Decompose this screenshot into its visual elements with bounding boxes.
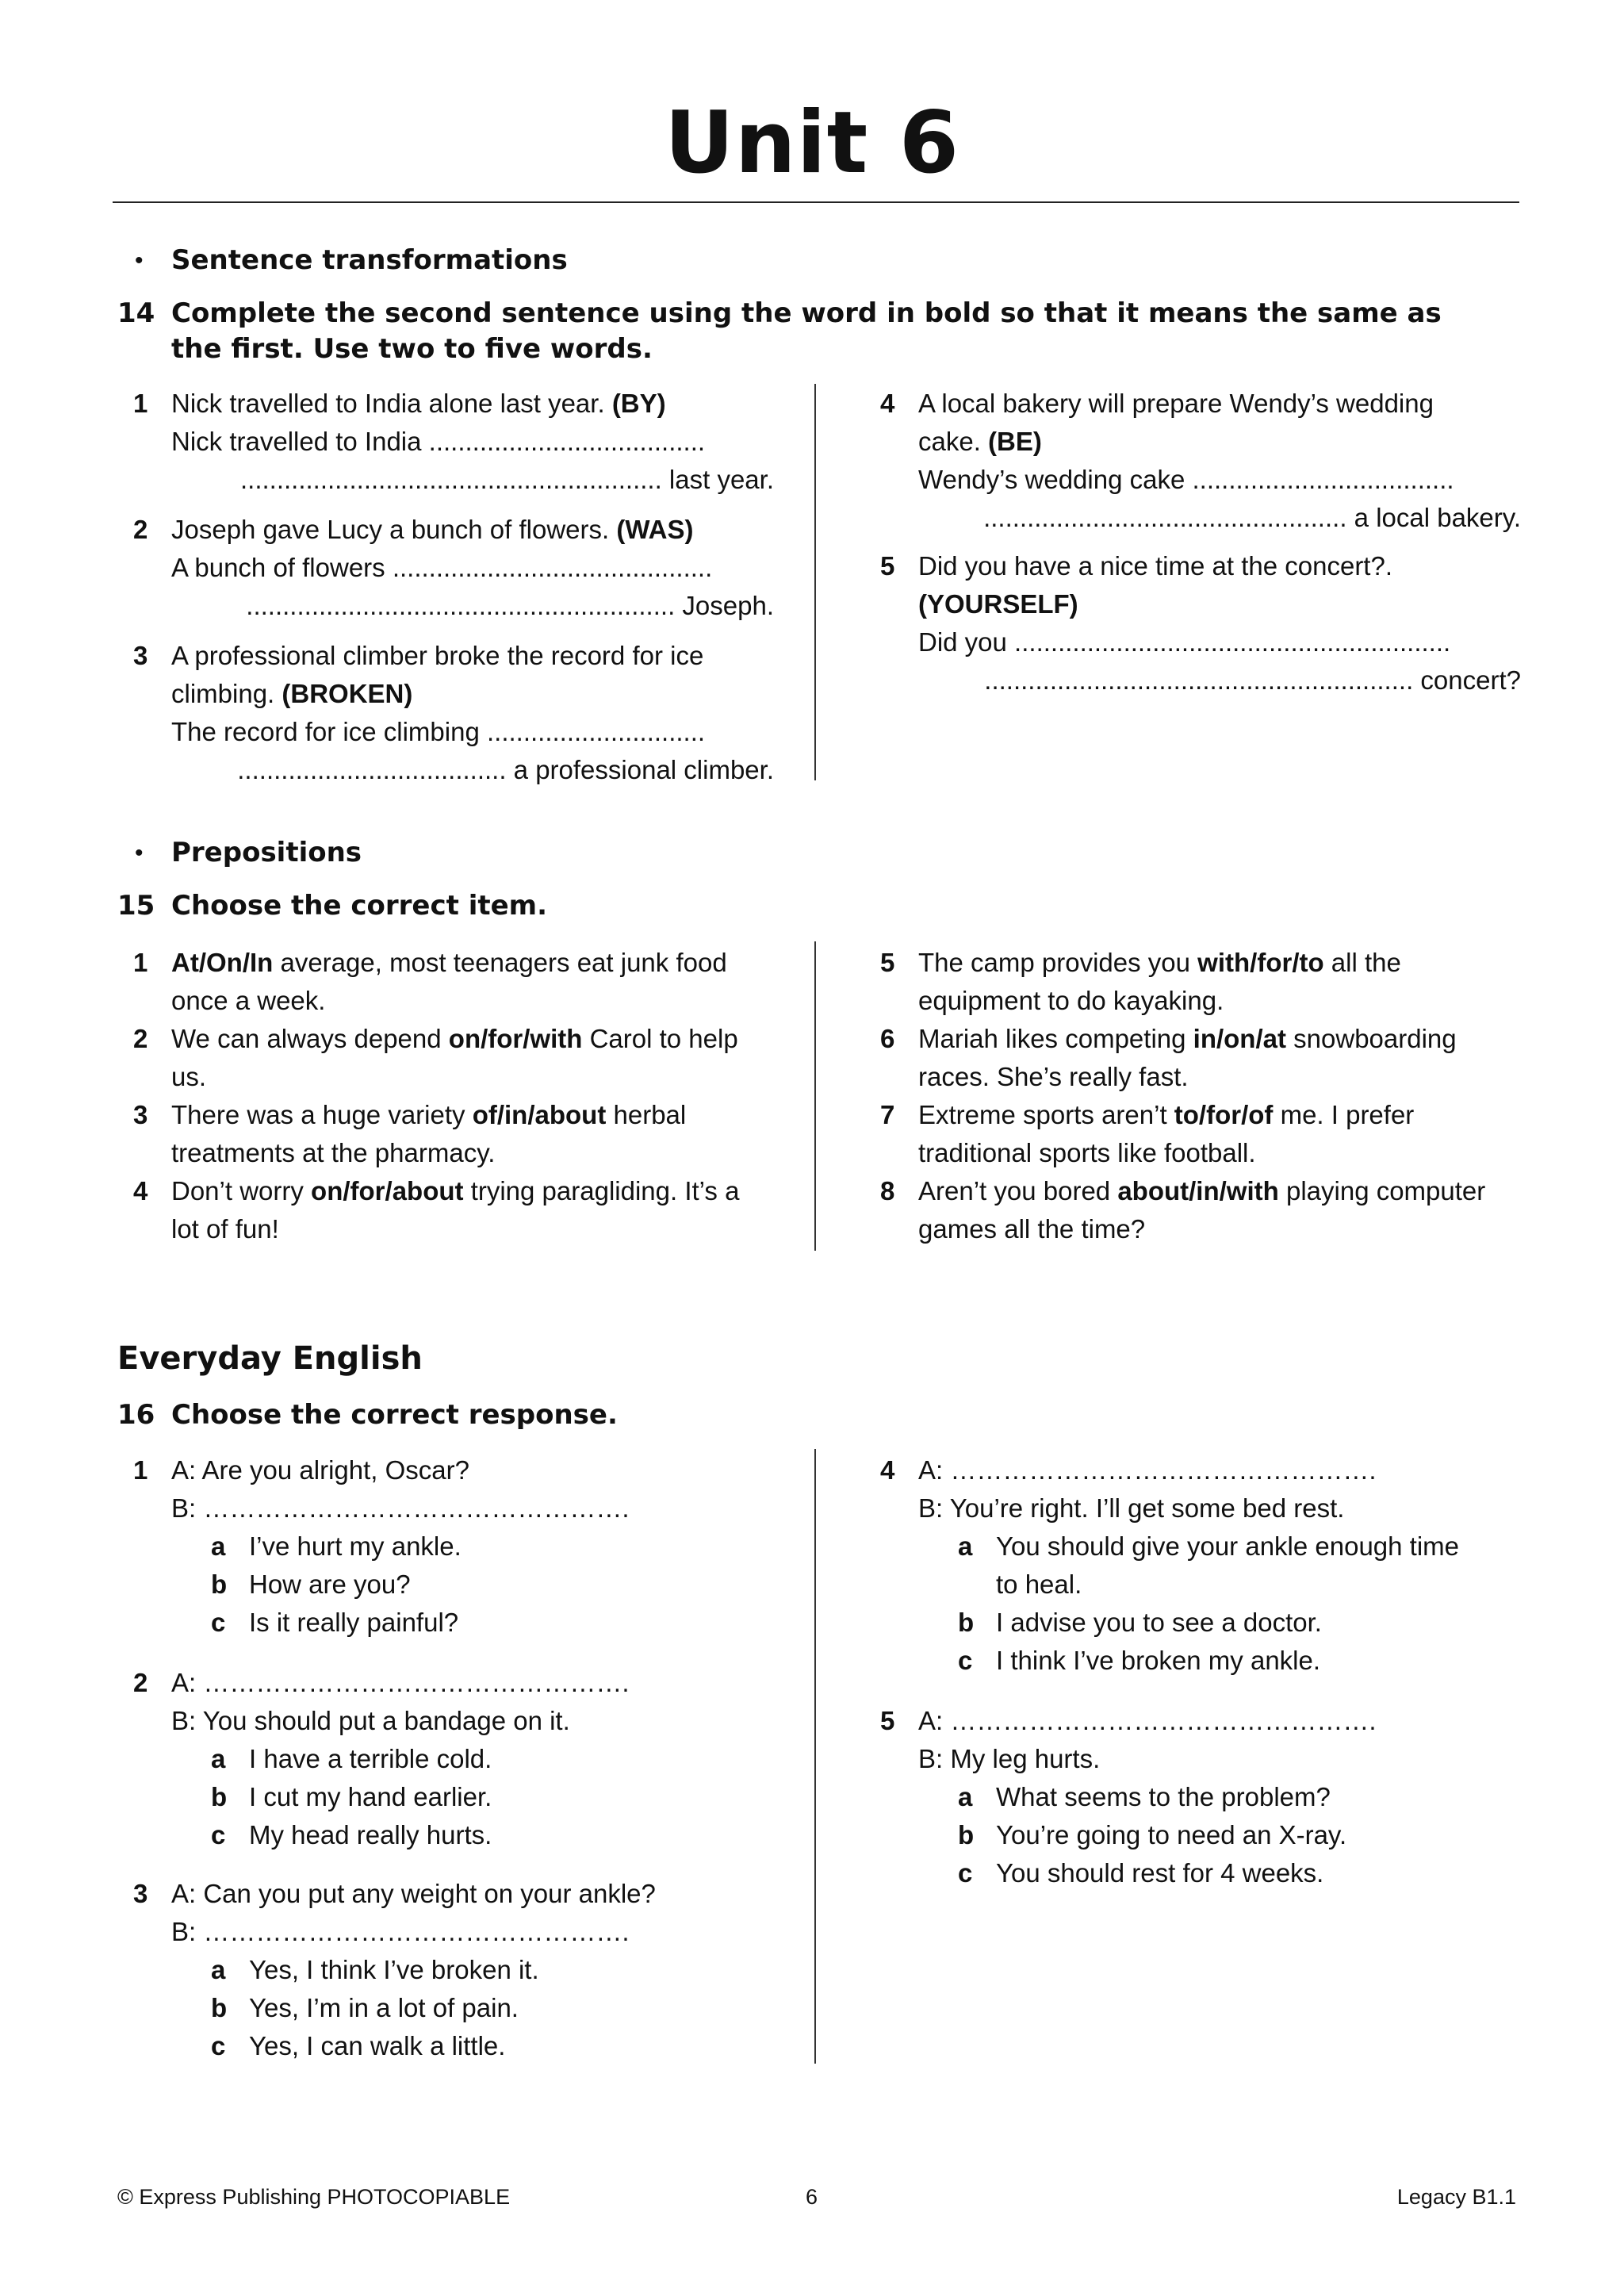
option-letter: c: [211, 2031, 226, 2060]
option-text: Yes, I can walk a little.: [249, 2031, 506, 2060]
option-letter: c: [958, 1858, 973, 1888]
item-number: 5: [880, 551, 895, 581]
footer-series: Legacy B1.1: [1396, 2185, 1516, 2209]
item-text: A local bakery will prepare Wendy’s wedding: [918, 389, 1434, 418]
item-text: There was a huge variety: [171, 1100, 473, 1129]
keyword: (BE): [988, 427, 1042, 456]
item-line: [918, 944, 1401, 982]
option-text: You should give your ankle enough time: [996, 1531, 1460, 1561]
instruction-line: Complete the second sentence using the word in bold so that it means the same as: [171, 297, 1442, 329]
dialogue-line-b: B: ………………………………………….: [171, 1917, 630, 1946]
option: [171, 1778, 630, 1816]
dialogue-line-b: B: You should put a bandage on it.: [171, 1706, 570, 1735]
item-text: Joseph.: [675, 591, 774, 620]
exercise-instruction: Choose the correct response.: [171, 1399, 618, 1431]
answer-dots: ..........................................................: [239, 465, 662, 494]
exercise-number: 16: [117, 1399, 155, 1431]
item-text: climbing.: [171, 679, 275, 708]
answer-dots: ...........................................................: [984, 665, 1414, 695]
item-text: playing computer: [1278, 1176, 1486, 1205]
item-text: a professional climber.: [506, 755, 774, 784]
keyword: (YOURSELF): [918, 589, 1078, 619]
item-text: treatments at the pharmacy.: [171, 1138, 496, 1167]
option-letter: a: [211, 1955, 226, 1984]
answer-line: A bunch of flowers ............................................: [171, 553, 713, 582]
option-text: I think I’ve broken my ankle.: [996, 1646, 1321, 1675]
option: [171, 1740, 630, 1778]
option: [171, 1989, 656, 2027]
item-line: [918, 1096, 1414, 1134]
item-number: 1: [133, 389, 148, 418]
option: [918, 1566, 1459, 1604]
option-text: You should rest for 4 weeks.: [996, 1858, 1324, 1888]
option-letter: a: [211, 1531, 226, 1561]
exercise-instruction: [171, 296, 1519, 367]
option-letter: b: [211, 1570, 228, 1599]
option-text: I cut my hand earlier.: [249, 1782, 492, 1811]
item-number: 7: [880, 1100, 895, 1129]
item-number: 8: [880, 1176, 895, 1205]
answer-line: Wendy’s wedding cake ....................................: [918, 465, 1454, 494]
option: [918, 1604, 1459, 1642]
choice-options: about/in/with: [1117, 1176, 1279, 1205]
item-text: trying paragliding. It’s a: [463, 1176, 740, 1205]
item-line: [171, 385, 774, 423]
item-text: Did you have a nice time at the concert?.: [918, 551, 1392, 581]
answer-line: Did you ............................................................: [918, 627, 1451, 657]
item-text: games all the time?: [918, 1214, 1146, 1244]
option-letter: a: [958, 1782, 973, 1811]
option-text: You’re going to need an X-ray.: [996, 1820, 1347, 1849]
dialogue-line-a: A: ………………………………………….: [918, 1455, 1377, 1485]
item-line: [171, 1172, 739, 1210]
answer-line: [918, 499, 1521, 537]
item-text: lot of fun!: [171, 1214, 279, 1244]
choice-options: on/for/about: [311, 1176, 464, 1205]
item-text: A professional climber broke the record for ice: [171, 641, 704, 670]
keyword: (BROKEN): [282, 679, 413, 708]
option-text: Yes, I’m in a lot of pain.: [249, 1993, 519, 2022]
choice-options: with/for/to: [1197, 948, 1324, 977]
item-number: 4: [880, 389, 895, 418]
option-text: What seems to the problem?: [996, 1782, 1331, 1811]
option-letter: a: [958, 1531, 973, 1561]
item-line: [171, 1096, 686, 1134]
item-line: [171, 1020, 738, 1058]
item-number: 1: [133, 948, 148, 977]
option: [171, 1527, 630, 1566]
item-text: concert?: [1413, 665, 1521, 695]
choice-options: in/on/at: [1193, 1024, 1286, 1053]
option: [171, 1604, 630, 1642]
item-text: us.: [171, 1062, 207, 1091]
item-number: 4: [133, 1176, 148, 1205]
choice-options: of/in/about: [472, 1100, 607, 1129]
keyword: (BY): [611, 389, 666, 418]
answer-dots: ...........................................................: [246, 591, 676, 620]
item-text: average, most teenagers eat junk food: [273, 948, 727, 977]
option-text: I’ve hurt my ankle.: [249, 1531, 462, 1561]
item-text: all the: [1323, 948, 1401, 977]
option-text: I advise you to see a doctor.: [996, 1608, 1322, 1637]
option: [918, 1816, 1377, 1854]
item-text: herbal: [606, 1100, 687, 1129]
choice-options: on/for/with: [448, 1024, 583, 1053]
dialogue-line-b: B: My leg hurts.: [918, 1744, 1101, 1773]
title-rule: [113, 201, 1519, 203]
option-text: Is it really painful?: [249, 1608, 459, 1637]
option: [918, 1642, 1459, 1680]
item-number: 3: [133, 1100, 148, 1129]
dialogue-line-b: B: ………………………………………….: [171, 1493, 630, 1523]
option-text: to heal.: [996, 1570, 1082, 1599]
option: [171, 2027, 656, 2065]
answer-line: Nick travelled to India ......................................: [171, 427, 706, 456]
answer-dots: .....................................: [237, 755, 507, 784]
column-divider: [814, 1449, 816, 2064]
option-text: I have a terrible cold.: [249, 1744, 492, 1773]
option: [171, 1566, 630, 1604]
instruction-line: the first. Use two to five words.: [171, 333, 653, 365]
item-text: Don’t worry: [171, 1176, 312, 1205]
item-line: [171, 511, 774, 549]
footer-copyright: © Express Publishing PHOTOCOPIABLE: [117, 2185, 511, 2209]
item-number: 2: [133, 1024, 148, 1053]
item-line: [918, 1020, 1457, 1058]
answer-line: [171, 751, 774, 789]
option-letter: c: [211, 1820, 226, 1849]
dialogue-line-b: B: You’re right. I’ll get some bed rest.: [918, 1493, 1345, 1523]
dialogue-line-a: A: ………………………………………….: [171, 1668, 630, 1697]
option: [918, 1778, 1377, 1816]
item-line: [171, 944, 727, 982]
item-text: Aren’t you bored: [918, 1176, 1118, 1205]
option-letter: a: [211, 1744, 226, 1773]
answer-line: [171, 461, 774, 499]
dialogue-line-a: A: ………………………………………….: [918, 1706, 1377, 1735]
option: [918, 1527, 1459, 1566]
option: [918, 1854, 1377, 1892]
subsection-heading: Sentence transformations: [171, 244, 568, 276]
answer-line: [171, 587, 774, 625]
item-line: [918, 423, 1521, 461]
bullet-icon: •: [135, 247, 144, 274]
option-letter: b: [211, 1782, 228, 1811]
option-letter: c: [211, 1608, 226, 1637]
answer-line: [918, 661, 1521, 700]
item-line: [918, 1172, 1485, 1210]
column-divider: [814, 941, 816, 1251]
item-number: 1: [133, 1455, 148, 1485]
item-text: equipment to do kayaking.: [918, 986, 1224, 1015]
item-text: We can always depend: [171, 1024, 449, 1053]
item-text: The camp provides you: [918, 948, 1198, 977]
item-number: 3: [133, 641, 148, 670]
item-text: Carol to help: [582, 1024, 738, 1053]
exercise-number: 15: [117, 890, 155, 922]
subsection-heading: Prepositions: [171, 837, 362, 868]
item-text: Extreme sports aren’t: [918, 1100, 1174, 1129]
answer-line: The record for ice climbing ..............................: [171, 717, 706, 746]
item-text: races. She’s really fast.: [918, 1062, 1189, 1091]
choice-options: At/On/In: [171, 948, 274, 977]
item-text: cake.: [918, 427, 981, 456]
item-number: 5: [880, 1706, 895, 1735]
dialogue-line-a: A: Are you alright, Oscar?: [171, 1455, 470, 1485]
dialogue-line-a: A: Can you put any weight on your ankle?: [171, 1879, 656, 1908]
choice-options: to/for/of: [1174, 1100, 1274, 1129]
item-text: once a week.: [171, 986, 326, 1015]
item-text: snowboarding: [1285, 1024, 1457, 1053]
item-text: a local bakery.: [1346, 503, 1521, 532]
item-number: 6: [880, 1024, 895, 1053]
option-letter: b: [958, 1608, 975, 1637]
item-line: [918, 585, 1521, 623]
item-text: me. I prefer: [1273, 1100, 1415, 1129]
item-number: 5: [880, 948, 895, 977]
page-title: Unit 6: [665, 94, 959, 193]
exercise-instruction: Choose the correct item.: [171, 890, 548, 922]
exercise-number: 14: [117, 297, 155, 329]
item-number: 3: [133, 1879, 148, 1908]
item-text: traditional sports like football.: [918, 1138, 1256, 1167]
item-text: Joseph gave Lucy a bunch of flowers.: [171, 515, 610, 544]
section-heading: Everyday English: [117, 1340, 423, 1377]
answer-dots: ..................................................: [983, 503, 1347, 532]
item-text: last year.: [661, 465, 774, 494]
option: [171, 1816, 630, 1854]
item-line: [171, 675, 774, 713]
item-number: 2: [133, 1668, 148, 1697]
option-letter: c: [958, 1646, 973, 1675]
bullet-icon: •: [135, 840, 144, 866]
item-number: 4: [880, 1455, 895, 1485]
item-text: Nick travelled to India alone last year.: [171, 389, 605, 418]
option-text: How are you?: [249, 1570, 411, 1599]
item-number: 2: [133, 515, 148, 544]
option-text: My head really hurts.: [249, 1820, 492, 1849]
page-number: 6: [806, 2185, 818, 2209]
option-text: Yes, I think I’ve broken it.: [249, 1955, 539, 1984]
keyword: (WAS): [616, 515, 694, 544]
option: [171, 1951, 656, 1989]
option-letter: b: [958, 1820, 975, 1849]
item-text: Mariah likes competing: [918, 1024, 1193, 1053]
column-divider: [814, 384, 816, 780]
option-letter: b: [211, 1993, 228, 2022]
